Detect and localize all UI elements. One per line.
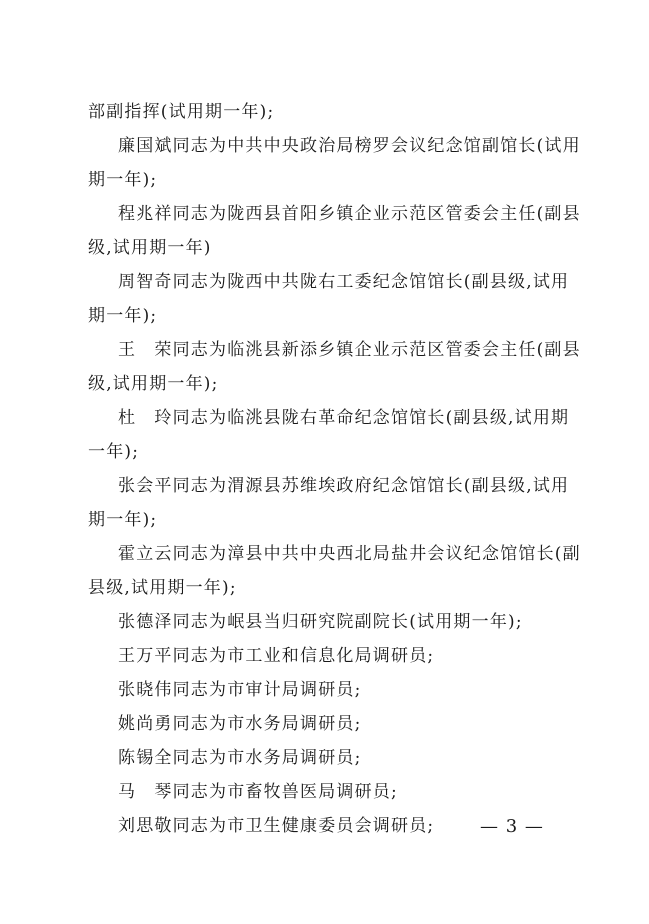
text-line-17: 王万平同志为市工业和信息化局调研员; xyxy=(118,646,435,666)
text-line-15: 县级,试用期一年); xyxy=(88,578,237,598)
text-line-13: 期一年); xyxy=(88,510,158,530)
text-line-2: 廉国斌同志为中共中央政治局榜罗会议纪念馆副馆长(试用 xyxy=(118,136,581,156)
page-number: — 3 — xyxy=(480,816,544,837)
text-line-1: 部副指挥(试用期一年); xyxy=(88,102,275,122)
text-line-12: 张会平同志为渭源县苏维埃政府纪念馆馆长(副县级,试用 xyxy=(118,476,570,496)
text-line-14: 霍立云同志为漳县中共中央西北局盐井会议纪念馆馆长(副 xyxy=(118,544,581,564)
text-line-9: 级,试用期一年); xyxy=(88,374,219,394)
text-line-11: 一年); xyxy=(88,442,140,462)
text-line-8: 王 荣同志为临洮县新添乡镇企业示范区管委会主任(副县 xyxy=(118,340,581,360)
text-line-18: 张晓伟同志为市审计局调研员; xyxy=(118,680,362,700)
text-line-21: 马 琴同志为市畜牧兽医局调研员; xyxy=(118,782,398,802)
text-line-4: 程兆祥同志为陇西县首阳乡镇企业示范区管委会主任(副县 xyxy=(118,204,581,224)
text-line-7: 期一年); xyxy=(88,306,158,326)
text-line-6: 周智奇同志为陇西中共陇右工委纪念馆馆长(副县级,试用 xyxy=(118,272,570,292)
text-line-20: 陈锡全同志为市水务局调研员; xyxy=(118,748,362,768)
text-line-19: 姚尚勇同志为市水务局调研员; xyxy=(118,714,362,734)
text-line-10: 杜 玲同志为临洮县陇右革命纪念馆馆长(副县级,试用期 xyxy=(118,408,570,428)
text-line-22: 刘思敬同志为市卫生健康委员会调研员; xyxy=(118,816,435,836)
text-line-16: 张德泽同志为岷县当归研究院副院长(试用期一年); xyxy=(118,612,523,632)
text-line-3: 期一年); xyxy=(88,170,158,190)
text-line-5: 级,试用期一年) xyxy=(88,238,212,258)
